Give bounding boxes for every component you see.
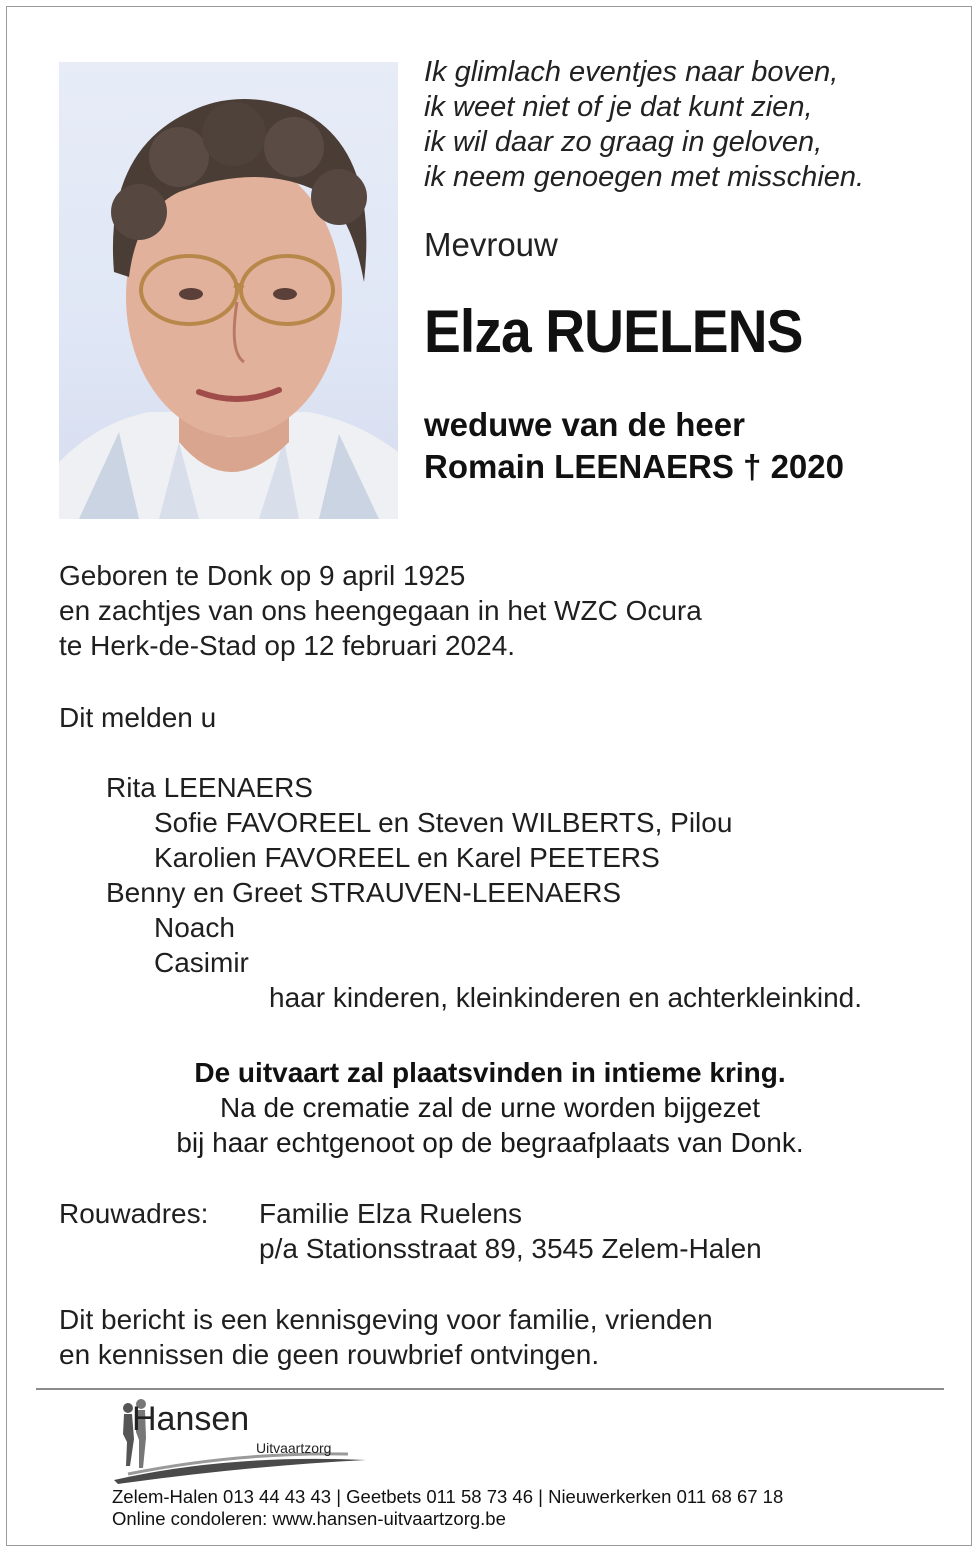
- footer-divider: [36, 1388, 944, 1390]
- address-lines: [259, 1196, 939, 1266]
- family-summary: haar kinderen, kleinkinderen en achterkleinkind.: [269, 982, 863, 1013]
- spouse-info: [424, 404, 844, 488]
- notice-line: en kennissen die geen rouwbrief ontvingen.: [59, 1339, 600, 1370]
- poem-line: ik wil daar zo graag in geloven,: [424, 126, 823, 158]
- family-list: [59, 770, 939, 1015]
- deceased-name: Elza RUELENS: [424, 298, 803, 365]
- portrait-photo: [59, 62, 398, 519]
- announce-text: Dit melden u: [59, 702, 217, 733]
- spouse-line: weduwe van de heer: [424, 406, 745, 443]
- birth-death-line: Geboren te Donk op 9 april 1925: [59, 560, 466, 591]
- poem-line: ik neem genoegen met misschien.: [424, 161, 865, 193]
- poem: [424, 55, 944, 195]
- logo-subtitle: Uitvaartzorg: [256, 1440, 332, 1456]
- spouse-line: Romain LEENAERS † 2020: [424, 448, 844, 485]
- notice-text: [59, 1302, 939, 1372]
- birth-death-line: te Herk-de-Stad op 12 februari 2024.: [59, 630, 516, 661]
- family-member: Karolien FAVOREEL en Karel PEETERS: [154, 842, 660, 873]
- poem-line: Ik glimlach eventjes naar boven,: [424, 56, 839, 88]
- family-member: Casimir: [154, 947, 249, 978]
- family-member: Benny en Greet STRAUVEN-LEENAERS: [106, 877, 622, 908]
- funeral-line: Na de crematie zal de urne worden bijgezet: [219, 1092, 761, 1123]
- title-prefix: Mevrouw: [424, 226, 558, 263]
- funeral-info: [40, 1055, 940, 1160]
- footer-online: Online condoleren: www.hansen-uitvaartzorg.be: [112, 1508, 506, 1529]
- family-member: Rita LEENAERS: [106, 772, 313, 803]
- notice-line: Dit bericht is een kennisgeving voor familie, vrienden: [59, 1304, 713, 1335]
- family-member: Sofie FAVOREEL en Steven WILBERTS, Pilou: [154, 807, 733, 838]
- logo-name: Hansen: [132, 1400, 250, 1438]
- poem-line: ik weet niet of je dat kunt zien,: [424, 91, 813, 123]
- birth-death-line: en zachtjes van ons heengegaan in het WZC Ocura: [59, 595, 702, 626]
- funeral-line: bij haar echtgenoot op de begraafplaats van Donk.: [176, 1127, 804, 1158]
- family-member: Noach: [154, 912, 235, 943]
- birth-death-text: [59, 558, 939, 663]
- address-line: Familie Elza Ruelens: [259, 1198, 522, 1229]
- funeral-headline: De uitvaart zal plaatsvinden in intieme kring.: [194, 1057, 786, 1088]
- footer-contacts: Zelem-Halen 013 44 43 43 | Geetbets 011 58 73 46 | Nieuwerkerken 011 68 67 18: [112, 1486, 784, 1507]
- address-line: p/a Stationsstraat 89, 3545 Zelem-Halen: [259, 1233, 762, 1264]
- address-label: Rouwadres:: [59, 1198, 209, 1229]
